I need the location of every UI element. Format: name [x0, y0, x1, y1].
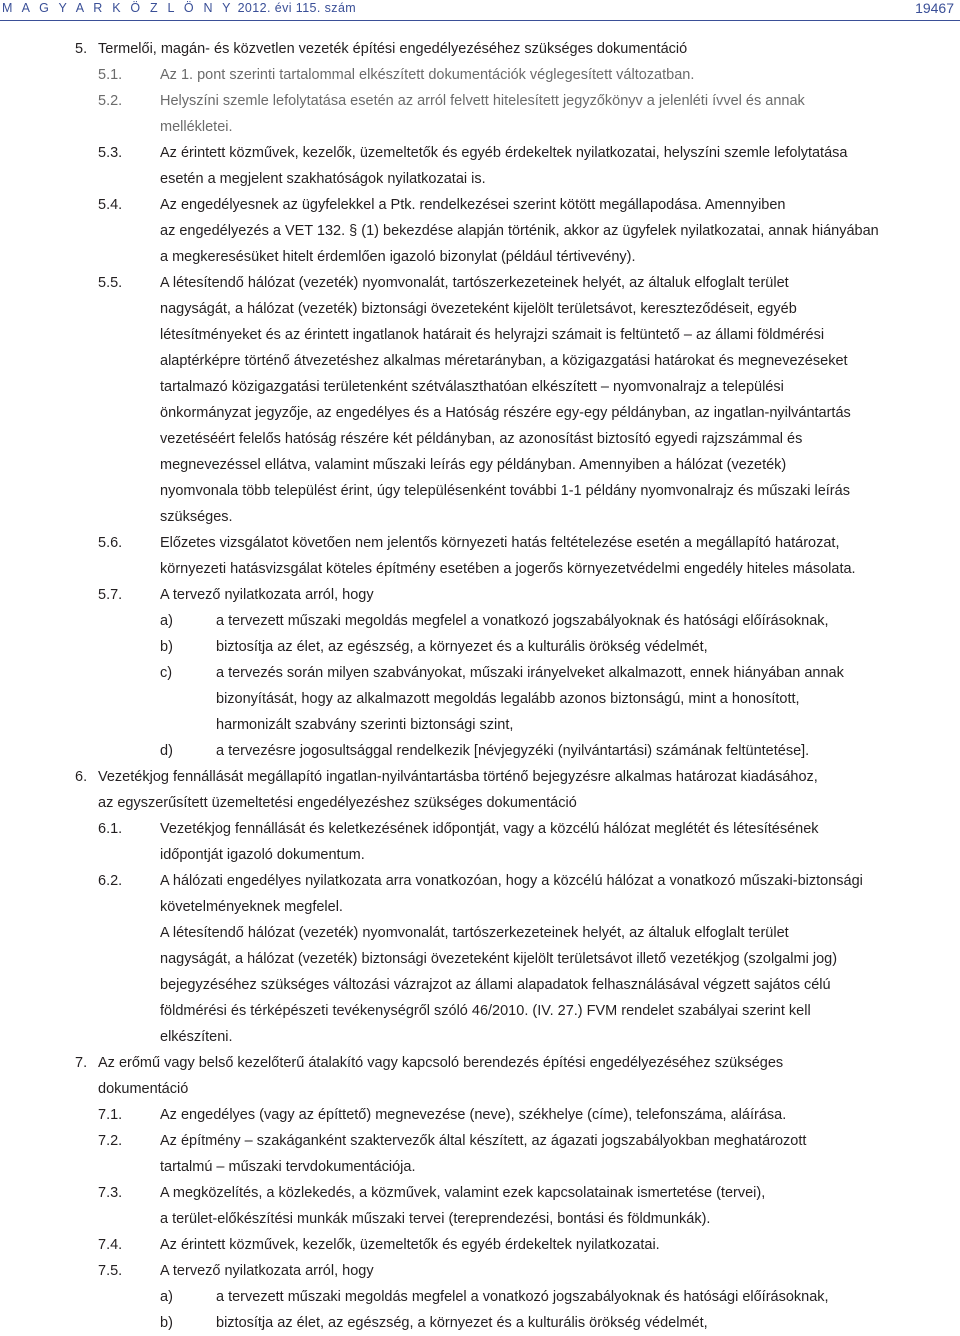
text-line: [0, 504, 960, 530]
text-line: [0, 244, 960, 270]
item-text: A hálózati engedélyes nyilatkozata arra vonatkozóan, hogy a közcélú hálózat a vonatkozó műszaki-biztonsági: [160, 873, 863, 889]
text-line: [0, 426, 960, 452]
page-header: [0, 0, 960, 22]
item-text: megnevezéssel ellátva, valamint műszaki leírás egy példányban. Amennyiben a hálózat (vezeték): [160, 457, 787, 473]
text-line: [0, 1206, 960, 1232]
item-text: elkészíteni.: [160, 1029, 233, 1045]
page-number: 19467: [915, 0, 954, 16]
item-text: önkormányzat jegyzője, az engedélyes és a Hatóság részére egy-egy példányban, az ingatlan-nyilvántartás: [160, 405, 851, 421]
item-text: földmérési és térképészeti tevékenységről szóló 46/2010. (IV. 27.) FVM rendelet szabályai szerint kell: [160, 1003, 811, 1019]
text-line: [0, 166, 960, 192]
text-line: [0, 400, 960, 426]
text-line: [0, 1102, 960, 1128]
item-text: A tervező nyilatkozata arról, hogy: [160, 1263, 374, 1279]
text-line: [0, 660, 960, 686]
text-line: [0, 920, 960, 946]
text-line: [0, 842, 960, 868]
item-number: 6.1.: [98, 821, 123, 837]
document-body: [0, 36, 960, 1336]
item-number: 5.1.: [98, 67, 123, 83]
item-text: a tervezett műszaki megoldás megfelel a vonatkozó jogszabályoknak és hatósági előírásoknak,: [216, 1289, 829, 1305]
item-text: nyomvonala több települést érint, úgy településenként további 1-1 példány nyomvonalrajz és műszaki leírás: [160, 483, 850, 499]
item-number: 6.: [75, 769, 88, 785]
text-line: [0, 530, 960, 556]
item-number: 5.: [75, 41, 88, 57]
text-line: [0, 1258, 960, 1284]
item-text: Előzetes vizsgálatot követően nem jelentős környezeti hatás feltételezése esetén a megállapító határozat,: [160, 535, 840, 551]
item-number: c): [160, 665, 173, 681]
text-line: [0, 1154, 960, 1180]
item-number: b): [160, 1315, 173, 1331]
item-text: nagyságát, a hálózat (vezeték) biztonsági övezeteként kijelölt területsávot illető vezetékjog (szolgalmi jog): [160, 951, 838, 967]
item-number: 5.4.: [98, 197, 123, 213]
header-rule: [0, 20, 960, 21]
text-line: [0, 88, 960, 114]
item-number: d): [160, 743, 173, 759]
text-line: [0, 1180, 960, 1206]
text-line: [0, 348, 960, 374]
item-number: 7.2.: [98, 1133, 123, 1149]
item-text: Az engedélyesnek az ügyfelekkel a Ptk. rendelkezései szerint kötött megállapodása. Amennyiben: [160, 197, 786, 213]
item-text: vezetéséért felelős hatóság részére két példányban, az azonosítást biztosító egyedi rajzszámmal és: [160, 431, 803, 447]
item-number: 7.5.: [98, 1263, 123, 1279]
item-text: Az 1. pont szerinti tartalommal elkészített dokumentációk véglegesített változatban.: [160, 67, 695, 83]
item-text: tartalmazó közigazgatási területenként szétválaszthatóan elkészített – nyomvonalrajz a települési: [160, 379, 784, 395]
text-line: [0, 270, 960, 296]
text-line: [0, 946, 960, 972]
item-text: Az engedélyes (vagy az építtető) megnevezése (neve), székhelye (címe), telefonszáma, aláírása.: [160, 1107, 787, 1123]
item-text: az egyszerűsített üzemeltetési engedélyezéshez szükséges dokumentáció: [98, 795, 577, 811]
item-number: 5.3.: [98, 145, 123, 161]
item-text: a tervezett műszaki megoldás megfelel a vonatkozó jogszabályoknak és hatósági előírásoknak,: [216, 613, 829, 629]
item-text: Az építmény – szakáganként szaktervezők által készített, az ágazati jogszabályokban meghatározott: [160, 1133, 807, 1149]
item-text: a tervezés során milyen szabványokat, műszaki irányelveket alkalmazott, ennek hiányában annak: [216, 665, 844, 681]
item-number: 7.1.: [98, 1107, 123, 1123]
text-line: [0, 296, 960, 322]
text-line: [0, 998, 960, 1024]
text-line: [0, 608, 960, 634]
item-number: a): [160, 1289, 173, 1305]
text-line: [0, 192, 960, 218]
text-line: [0, 1024, 960, 1050]
text-line: [0, 790, 960, 816]
text-line: [0, 1284, 960, 1310]
item-text: Vezetékjog fennállását és keletkezésének időpontját, vagy a közcélú hálózat meglétét és létesítésének: [160, 821, 819, 837]
item-text: Termelői, magán- és közvetlen vezeték építési engedélyezéséhez szükséges dokumentáció: [98, 41, 688, 57]
item-text: Az érintett közművek, kezelők, üzemeltetők és egyéb érdekeltek nyilatkozatai, helyszíni szemle lefolytatása: [160, 145, 848, 161]
text-line: [0, 374, 960, 400]
item-text: alaptérképre történő átvezetéshez alkalmas méretarányban, a közigazgatási határokat és megnevezéseket: [160, 353, 848, 369]
journal-running-head: [2, 0, 356, 16]
text-line: [0, 582, 960, 608]
item-number: b): [160, 639, 173, 655]
text-line: [0, 140, 960, 166]
item-number: 5.5.: [98, 275, 123, 291]
item-text: A tervező nyilatkozata arról, hogy: [160, 587, 374, 603]
item-number: 7.: [75, 1055, 88, 1071]
item-text: a tervezésre jogosultsággal rendelkezik [névjegyzéki (nyilvántartási) számának feltüntetése].: [216, 743, 810, 759]
item-text: Vezetékjog fennállását megállapító ingatlan-nyilvántartásba történő bejegyzésre alkalmas határozat kiadásához,: [98, 769, 818, 785]
text-line: [0, 1310, 960, 1336]
item-text: Az érintett közművek, kezelők, üzemeltetők és egyéb érdekeltek nyilatkozatai.: [160, 1237, 660, 1253]
item-text: dokumentáció: [98, 1081, 189, 1097]
issue-label: 2012. évi 115. szám: [237, 1, 357, 15]
item-text: az engedélyezés a VET 132. § (1) bekezdése alapján történik, akkor az ügyfelek nyilatkozatai, annak hiányában: [160, 223, 879, 239]
text-line: [0, 556, 960, 582]
item-text: biztosítja az élet, az egészség, a környezet és a kulturális örökség védelmét,: [216, 1315, 708, 1331]
item-number: 6.2.: [98, 873, 123, 889]
item-text: A létesítendő hálózat (vezeték) nyomvonalát, tartószerkezeteinek helyét, az általuk elfoglalt terület: [160, 275, 789, 291]
text-line: [0, 868, 960, 894]
text-line: [0, 114, 960, 140]
item-text: nagyságát, a hálózat (vezeték) biztonsági övezeteként kijelölt területsávot, kereszteződéseit, egyéb: [160, 301, 797, 317]
text-line: [0, 972, 960, 998]
text-line: [0, 62, 960, 88]
text-line: [0, 1232, 960, 1258]
item-text: bizonyítását, hogy az alkalmazott megoldás legalább azonos biztonságú, mint a honosított,: [216, 691, 800, 707]
text-line: [0, 894, 960, 920]
item-text: időpontját igazoló dokumentum.: [160, 847, 365, 863]
text-line: [0, 322, 960, 348]
text-line: [0, 634, 960, 660]
item-text: Az erőmű vagy belső kezelőterű átalakító vagy kapcsoló berendezés építési engedélyezéséhez szükséges: [98, 1055, 784, 1071]
text-line: [0, 712, 960, 738]
item-text: követelményeknek megfelel.: [160, 899, 343, 915]
item-text: A megközelítés, a közlekedés, a közművek, valamint ezek kapcsolatainak ismertetése (tervei),: [160, 1185, 766, 1201]
journal-title: M A G Y A R K Ö Z L Ö N Y: [2, 1, 234, 15]
text-line: [0, 1076, 960, 1102]
item-text: létesítményeket és az érintett ingatlanok határait és helyrajzi számait is feltüntető – az állami földmérési: [160, 327, 825, 343]
text-line: [0, 478, 960, 504]
item-number: 7.3.: [98, 1185, 123, 1201]
item-number: a): [160, 613, 173, 629]
text-line: [0, 764, 960, 790]
item-text: szükséges.: [160, 509, 233, 525]
item-text: környezeti hatásvizsgálat köteles építmény esetében a jogerős környezetvédelmi engedély hiteles másolata.: [160, 561, 856, 577]
text-line: [0, 452, 960, 478]
item-text: mellékletei.: [160, 119, 233, 135]
item-text: bejegyzéséhez szükséges változási vázrajzot az állami alapadatok felhasználásával végzett sajátos célú: [160, 977, 831, 993]
item-text: harmonizált szabvány szerinti biztonsági szint,: [216, 717, 514, 733]
text-line: [0, 816, 960, 842]
text-line: [0, 738, 960, 764]
item-text: Helyszíni szemle lefolytatása esetén az arról felvett hitelesített jegyzőkönyv a jelenléti ívvel és annak: [160, 93, 805, 109]
text-line: [0, 218, 960, 244]
item-text: a terület-előkészítési munkák műszaki tervei (tereprendezési, bontási és földmunkák).: [160, 1211, 711, 1227]
item-number: 5.2.: [98, 93, 123, 109]
item-text: biztosítja az élet, az egészség, a környezet és a kulturális örökség védelmét,: [216, 639, 708, 655]
item-text: tartalmú – műszaki tervdokumentációja.: [160, 1159, 416, 1175]
text-line: [0, 36, 960, 62]
item-number: 5.6.: [98, 535, 123, 551]
text-line: [0, 1050, 960, 1076]
text-line: [0, 686, 960, 712]
item-number: 7.4.: [98, 1237, 123, 1253]
item-text: A létesítendő hálózat (vezeték) nyomvonalát, tartószerkezeteinek helyét, az általuk elfoglalt terület: [160, 925, 789, 941]
item-text: esetén a megjelent szakhatóságok nyilatkozatai is.: [160, 171, 486, 187]
item-number: 5.7.: [98, 587, 123, 603]
text-line: [0, 1128, 960, 1154]
item-text: a megkeresésüket hitelt érdemlően igazoló bizonylat (például tértivevény).: [160, 249, 636, 265]
